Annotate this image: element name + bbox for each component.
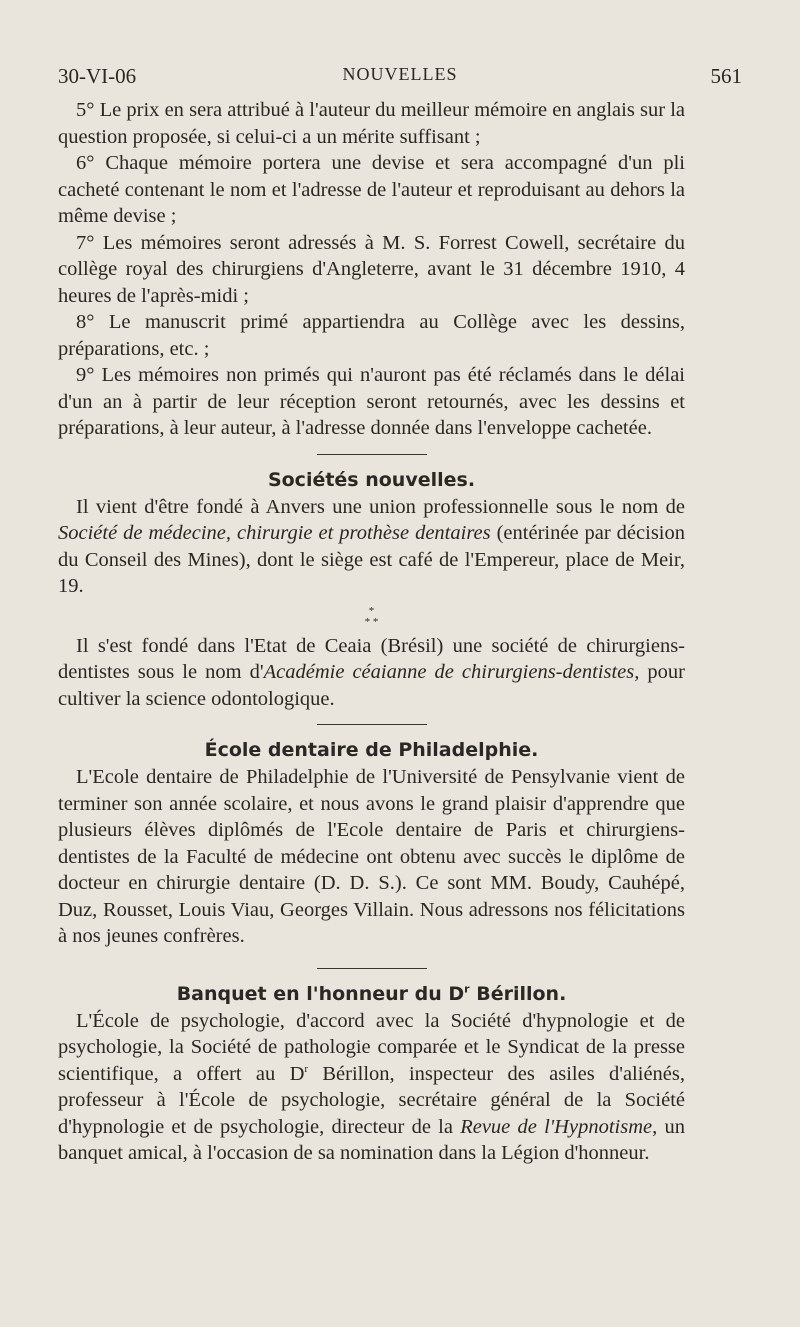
text: Banquet en l'honneur du D [176, 982, 465, 1005]
text: (entérinée par décision du Conseil des Mines), dont le siège est café de l'Empereur, place de Meir, 19. [58, 522, 685, 597]
text: pour cultiver la science odontologique. [58, 661, 685, 710]
paragraph-banquet [58, 1008, 685, 1167]
section-title-philadelphie: École dentaire de Philadelphie. [204, 739, 539, 761]
running-header [58, 64, 742, 90]
page-number: 561 [710, 64, 742, 88]
item-7: 7° Les mémoires seront adressés à M. S. Forrest Cowell, secrétaire du collège royal des chirurgiens d'Angleterre, avant le 31 décembre 1910, 4 heures de l'après-midi ; [58, 231, 685, 307]
society-name: Société de médecine, chirurgie et prothèse dentaires [58, 522, 491, 544]
superscript: r [464, 982, 470, 996]
paragraph-anvers [58, 494, 685, 600]
journal-name: Revue de l'Hypnotisme [460, 1115, 653, 1138]
item-8: 8° Le manuscrit primé appartiendra au Collège avec les dessins, préparations, etc. ; [58, 311, 685, 360]
section-divider [317, 454, 427, 455]
paragraph-philadelphie: L'Ecole dentaire de Philadelphie de l'Université de Pensylvanie vient de terminer son année scolaire, et nous avons le grand plaisir d'apprendre que plusieurs élèves diplômés de l'Ecole dentaire de Paris et chirurgiens-dentistes de la Faculté de médecine ont obtenu avec succès le diplôme de docteur en chirurgie dentaire (D. D. S.). Ce sont MM. Boudy, Cauhépé, Duz, Rousset, Louis Viau, Georges Villain. Nous adressons nos félicitations à nos jeunes confrères. [58, 766, 685, 947]
section-divider [317, 968, 427, 969]
text: Bérillon. [469, 982, 567, 1005]
superscript: r [304, 1062, 309, 1075]
header-section: NOUVELLES [342, 64, 458, 84]
section-title-societes: Sociétés nouvelles. [267, 468, 476, 491]
section-title-banquet [58, 980, 685, 1008]
text: , un banquet amical, à l'occasion de sa nomination dans la Légion d'honneur. [58, 1115, 685, 1164]
header-date: 30-VI-06 [58, 64, 137, 88]
asterism-top: * [368, 604, 375, 617]
item-9: 9° Les mémoires non primés qui n'auront pas été réclamés dans le délai d'un an à partir de leur réception seront retournés, avec les dessins et préparations, à leur auteur, à l'adresse donnée dans l'enveloppe cachetée. [58, 364, 685, 439]
asterism [58, 606, 685, 628]
item-6: 6° Chaque mémoire portera une devise et sera accompagné d'un pli cacheté contenant le nom et l'adresse de l'auteur et reproduisant au dehors la même devise ; [58, 152, 685, 227]
section-divider [317, 724, 427, 725]
text: Il s'est fondé dans l'Etat de Ceaia (Brésil) une société de chirurgiens-dentistes sous le nom d' [58, 634, 685, 683]
academy-name: Académie céaianne de chirurgiens-dentistes, [263, 661, 640, 683]
text: Bérillon, inspecteur des asiles d'aliénés, professeur à l'École de psychologie, secrétaire général de la Société d'hypnologie et de psychologie, directeur de la [58, 1062, 685, 1138]
page-body [58, 97, 685, 1167]
asterism-bottom: * * [364, 615, 379, 628]
text: L'École de psychologie, d'accord avec la Société d'hypnologie et de psychologie, la Société de pathologie comparée et le Syndicat de la presse scientifique, a offert au D [58, 1009, 685, 1085]
item-5: 5° Le prix en sera attribué à l'auteur du meilleur mémoire en anglais sur la question proposée, si celui-ci a un mérite suffisant ; [58, 99, 685, 148]
paragraph-bresil [58, 633, 685, 713]
text: Il vient d'être fondé à Anvers une union professionnelle sous le nom de [76, 495, 685, 518]
